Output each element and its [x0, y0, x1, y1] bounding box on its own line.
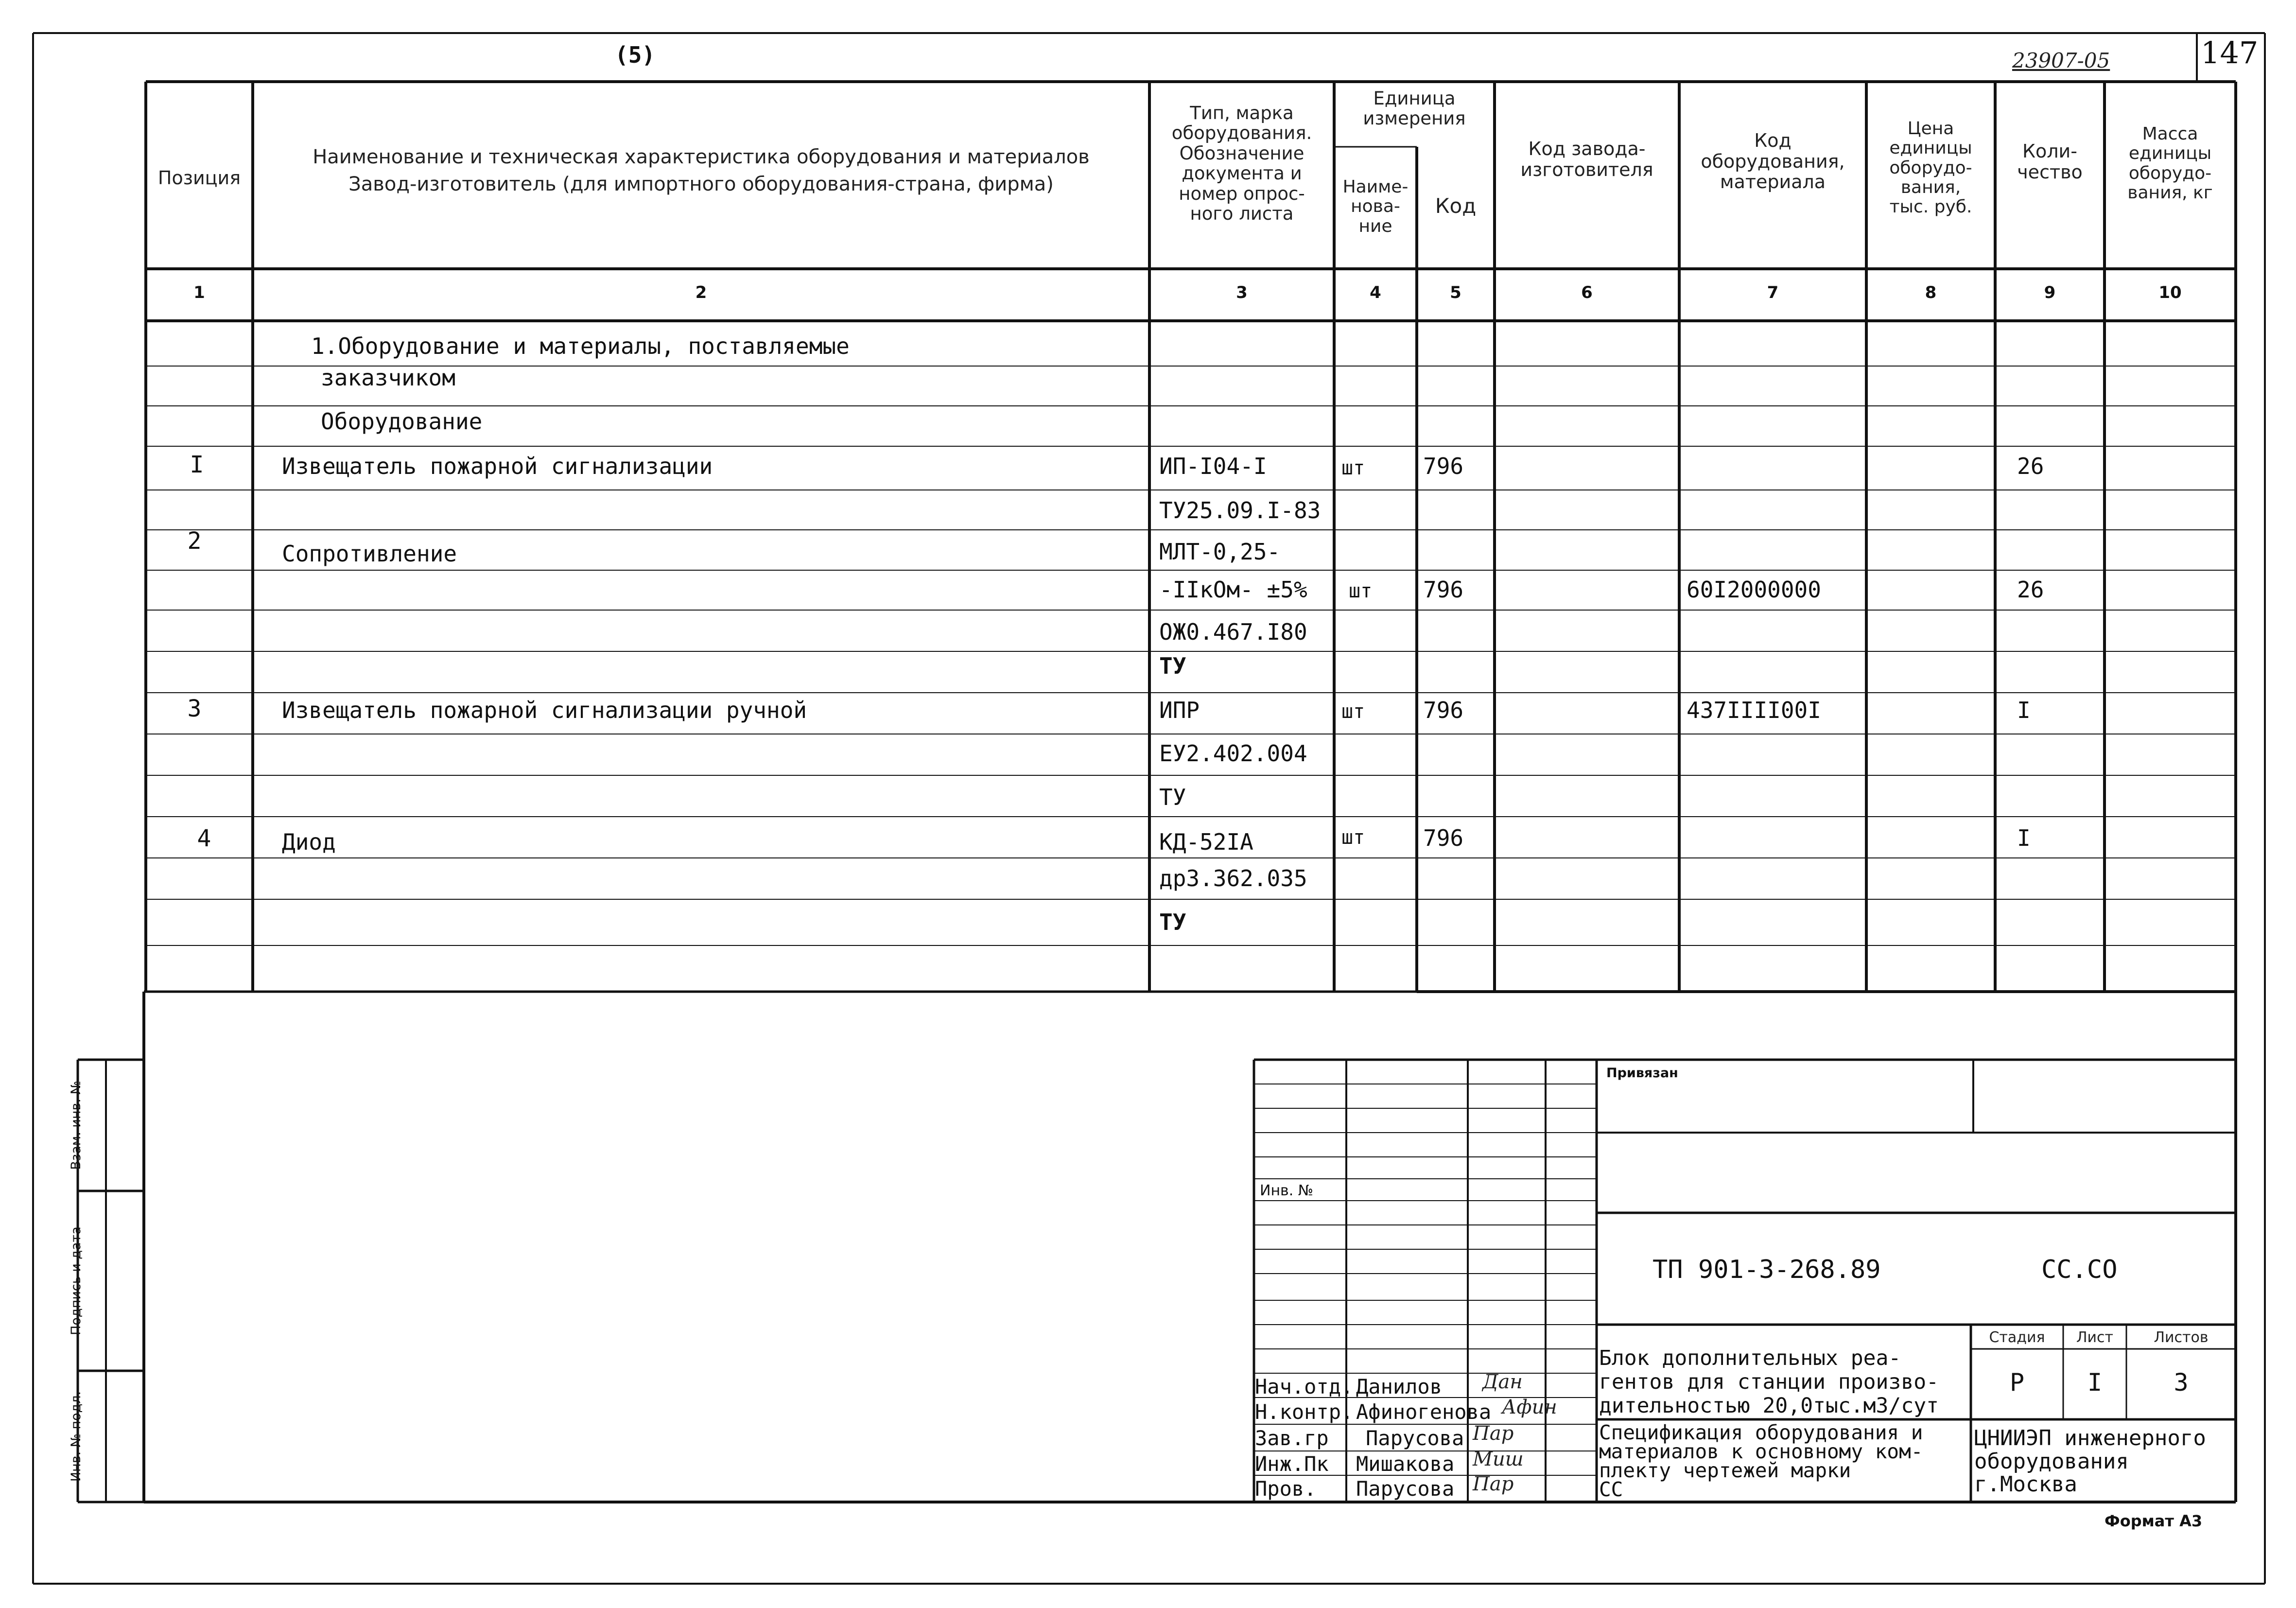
project-title: Блок дополнительных реа- гентов для станции произво- дительностью 20,0тыс.м3/сут	[1599, 1346, 1939, 1418]
signer-role: Нач.отд.	[1255, 1375, 1354, 1398]
table-cell-type: КД-52IА	[1159, 829, 1253, 855]
section-heading: заказчиком	[321, 365, 455, 391]
header-quantity: Коли- чество	[2017, 140, 2083, 183]
sheets-value: 3	[2174, 1368, 2189, 1397]
table-cell-quantity: I	[2017, 825, 2031, 851]
table-cell-equipment-code: 60I2000000	[1687, 577, 1821, 603]
header-unit-price: Цена единицы оборудо- вания, тыс. руб.	[1889, 119, 1972, 217]
header-equipment-code: Код оборудования, материала	[1701, 130, 1845, 193]
header-unit-mass: Масса единицы оборудо- вания, кг	[2127, 124, 2213, 203]
header-name: Наименование и техническая характеристика оборудования и материалов Завод-изготовитель (для импортного оборудования-страна, фирма)	[313, 146, 1090, 195]
column-number: 6	[1581, 283, 1593, 302]
table-cell-quantity: I	[2017, 697, 2031, 723]
column-number: 4	[1370, 283, 1381, 302]
table-cell-type: ТУ25.09.I-83	[1159, 497, 1321, 524]
header-unit-name: Наиме- нова- ние	[1342, 177, 1409, 236]
table-cell-type: ТУ	[1159, 909, 1186, 935]
table-cell-unit: шт	[1349, 580, 1373, 602]
signer-role: Зав.гр	[1255, 1426, 1329, 1450]
header-manufacturer-code: Код завода- изготовителя	[1520, 138, 1653, 180]
signer-name: Парусова	[1356, 1477, 1455, 1501]
stamp-label-signature-date: Подпись и дата	[69, 1226, 84, 1335]
column-number: 1	[193, 283, 205, 302]
page-number: 147	[2201, 35, 2259, 70]
table-cell-unit: шт	[1341, 457, 1365, 479]
column-number: 2	[695, 283, 707, 302]
header-unit-code: Код	[1435, 194, 1477, 218]
header-unit: Единица измерения	[1363, 88, 1466, 129]
table-cell-name: Извещатель пожарной сигнализации	[282, 453, 713, 479]
inv-number-label: Инв. №	[1260, 1182, 1314, 1199]
table-cell-unit-code: 796	[1423, 577, 1464, 603]
signature: Афин	[1502, 1396, 1557, 1418]
stage-header: Стадия	[1989, 1329, 2045, 1346]
signer-name: Афиногенова	[1356, 1400, 1492, 1424]
table-cell-type: МЛТ-0,25-	[1159, 539, 1281, 565]
table-cell-unit-code: 796	[1423, 825, 1464, 851]
signer-role: Пров.	[1255, 1477, 1317, 1501]
signature: Пар	[1473, 1473, 1514, 1495]
table-cell-name: Диод	[282, 829, 336, 855]
column-number: 9	[2044, 283, 2056, 302]
sheet-value: I	[2087, 1368, 2103, 1397]
linked-label: Привязан	[1606, 1066, 1678, 1081]
table-cell-quantity: 26	[2017, 453, 2044, 479]
document-mark: СС.СО	[2041, 1255, 2118, 1284]
table-cell-position: 4	[197, 825, 211, 852]
sheet-marker: (5)	[615, 42, 656, 68]
section-heading: 1.Оборудование и материалы, поставляемые	[311, 333, 850, 359]
signer-name: Парусова	[1366, 1426, 1464, 1450]
stamp-label-replaced-inv: Взам. инв. №	[69, 1081, 84, 1170]
table-cell-position: 3	[187, 695, 202, 722]
signer-role: Н.контр.	[1255, 1400, 1354, 1424]
stamp-label-original-inv: Инв. № подл.	[69, 1391, 84, 1482]
column-number: 8	[1925, 283, 1937, 302]
table-cell-unit: шт	[1341, 700, 1365, 723]
column-number: 3	[1236, 283, 1248, 302]
table-cell-type: ИП-I04-I	[1159, 453, 1267, 479]
table-cell-quantity: 26	[2017, 577, 2044, 603]
album-number: 23907-05	[2012, 49, 2110, 72]
table-cell-type: ОЖ0.467.I80	[1159, 619, 1307, 645]
table-cell-name: Сопротивление	[282, 541, 457, 567]
signature: Миш	[1473, 1448, 1524, 1470]
table-cell-type: дрЗ.362.035	[1159, 865, 1307, 891]
signer-name: Данилов	[1356, 1375, 1443, 1398]
sheet-header: Лист	[2076, 1329, 2114, 1346]
document-code: ТП 901-3-268.89	[1652, 1255, 1881, 1284]
column-number: 5	[1450, 283, 1461, 302]
table-cell-equipment-code: 437IIII00I	[1687, 697, 1821, 723]
table-cell-type: ТУ	[1159, 784, 1186, 810]
section-subheading: Оборудование	[321, 408, 483, 435]
table-cell-type: ИПР	[1159, 697, 1200, 723]
table-cell-unit-code: 796	[1423, 453, 1464, 479]
table-cell-type: ТУ	[1159, 653, 1186, 679]
table-cell-unit-code: 796	[1423, 697, 1464, 723]
table-cell-type: ЕУ2.402.004	[1159, 740, 1307, 767]
signer-name: Мишакова	[1356, 1452, 1455, 1476]
column-number: 7	[1767, 283, 1779, 302]
table-cell-unit: шт	[1341, 826, 1365, 849]
paper-format: Формат А3	[2105, 1512, 2203, 1530]
table-cell-type: -IIкОм- ±5%	[1159, 577, 1307, 603]
signature: Дан	[1482, 1371, 1523, 1393]
sheets-header: Листов	[2154, 1329, 2209, 1346]
column-number: 10	[2158, 283, 2182, 302]
header-type-mark: Тип, марка оборудования. Обозначение документа и номер опрос- ного листа	[1171, 103, 1312, 225]
signer-role: Инж.Пк	[1255, 1452, 1329, 1476]
signature: Пар	[1473, 1422, 1514, 1445]
table-cell-position: I	[190, 451, 204, 478]
header-position: Позиция	[157, 167, 241, 189]
organization: ЦНИИЭП инженерного оборудования г.Москва	[1974, 1426, 2206, 1497]
stage-value: Р	[2009, 1368, 2025, 1397]
table-cell-name: Извещатель пожарной сигнализации ручной	[282, 697, 807, 723]
sheet-title: Спецификация оборудования и материалов к основному ком- плекту чертежей марки СС	[1599, 1421, 1923, 1501]
table-cell-position: 2	[187, 527, 202, 555]
